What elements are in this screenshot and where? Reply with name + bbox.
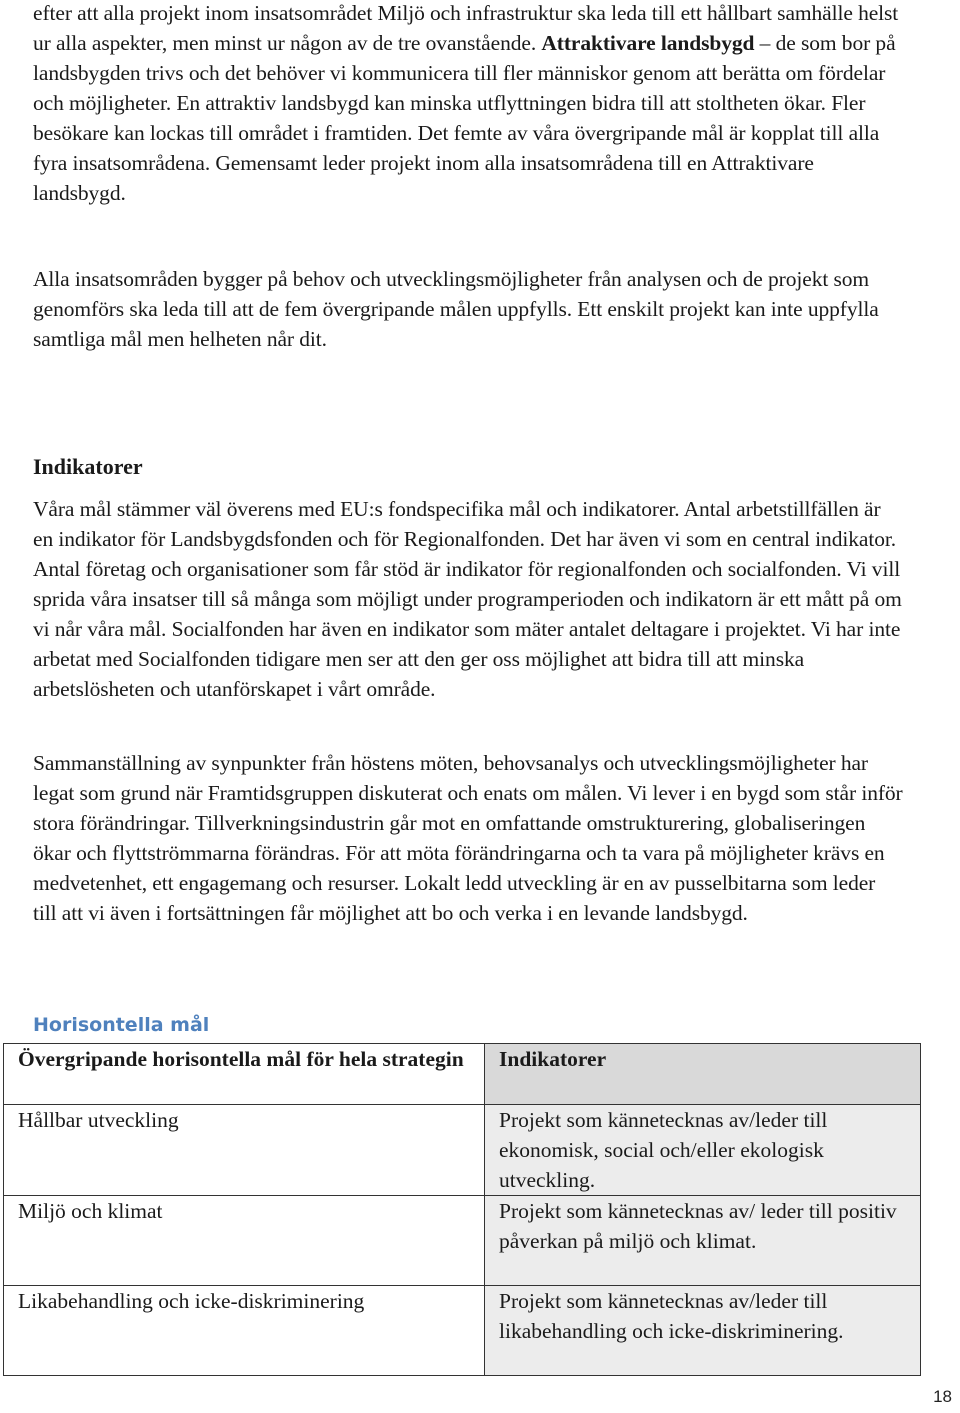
paragraph-rest: – de som bor på landsbygden trivs och det behöver vi kommunicera till fler människor genom att berätta om fördelar och möjligheter. En attraktiv landsbygd kan minska utflyttningen bidra till att stoltheten ökar. Fler besökare kan lockas till området i framtiden. Det femte av våra övergripande mål är kopplat till alla fyra insatsområdena. Gemensamt leder projekt inom alla insatsområdena till en Attraktivare landsbygd.	[33, 31, 896, 205]
indicator-cell: Projekt som kännetecknas av/leder till ekonomisk, social och/eller ekologisk utveckling.	[485, 1105, 921, 1196]
horizontal-goals-heading: Horisontella mål	[33, 1014, 210, 1036]
bold-term: Attraktivare landsbygd	[541, 31, 755, 55]
paragraph-attraktivare	[33, 0, 903, 208]
paragraph-lead: efter att alla projekt inom insatsområdet Miljö och infrastruktur ska leda till ett hållbart samhälle helst ur alla aspekter, men minst ur någon av de tre ovanstående.	[33, 1, 899, 55]
paragraph-insatsomraden: Alla insatsområden bygger på behov och utvecklingsmöjligheter från analysen och de projekt som genomförs ska leda till att de fem övergripande målen uppfylls. Ett enskilt projekt kan inte uppfylla samtliga mål men helheten når dit.	[33, 267, 879, 351]
indicator-cell: Projekt som kännetecknas av/ leder till positiv påverkan på miljö och klimat.	[485, 1196, 921, 1286]
page-number: 18	[933, 1387, 952, 1406]
table-row	[4, 1196, 921, 1286]
table-header-row	[4, 1044, 921, 1105]
horizontal-goals-table	[3, 1043, 921, 1376]
indicators-heading: Indikatorer	[33, 454, 143, 479]
goal-cell: Miljö och klimat	[4, 1196, 485, 1286]
table-row	[4, 1105, 921, 1196]
table-header-indicator: Indikatorer	[485, 1044, 921, 1105]
table-header-goal: Övergripande horisontella mål för hela strategin	[4, 1044, 485, 1105]
goal-cell: Hållbar utveckling	[4, 1105, 485, 1196]
paragraph-summary: Sammanställning av synpunkter från höstens möten, behovsanalys och utvecklingsmöjligheter har legat som grund när Framtidsgruppen diskuterat och enats om målen. Vi lever i en bygd som står inför stora förändringar. Tillverkningsindustrin går mot en omfattande omstrukturering, globaliseringen ökar och flyttströmmarna förändras. För att möta förändringarna och ta vara på möjligheter krävs en medvetenhet, ett engagemang och resurser. Lokalt ledd utveckling är en av pusselbitarna som leder till att vi även i fortsättningen får möjlighet att bo och verka i en levande landsbygd.	[33, 751, 903, 925]
goal-cell: Likabehandling och icke-diskriminering	[4, 1286, 485, 1376]
indicator-cell: Projekt som kännetecknas av/leder till likabehandling och icke-diskriminering.	[485, 1286, 921, 1376]
table-row	[4, 1286, 921, 1376]
paragraph-indicators: Våra mål stämmer väl överens med EU:s fondspecifika mål och indikatorer. Antal arbetstillfällen är en indikator för Landsbygdsfonden och för Regionalfonden. Det har även vi som en central indikator. Antal företag och organisationer som får stöd är indikator för regionalfonden och socialfonden. Vi vill sprida våra insatser till så många som möjligt under programperioden och indikatorn är ett mått på om vi når våra mål. Socialfonden har även en indikator som mäter antalet deltagare i projektet. Vi har inte arbetat med Socialfonden tidigare men ser att den ger oss möjlighet att bidra till att minska arbetslösheten och utanförskapet i vårt område.	[33, 497, 902, 701]
